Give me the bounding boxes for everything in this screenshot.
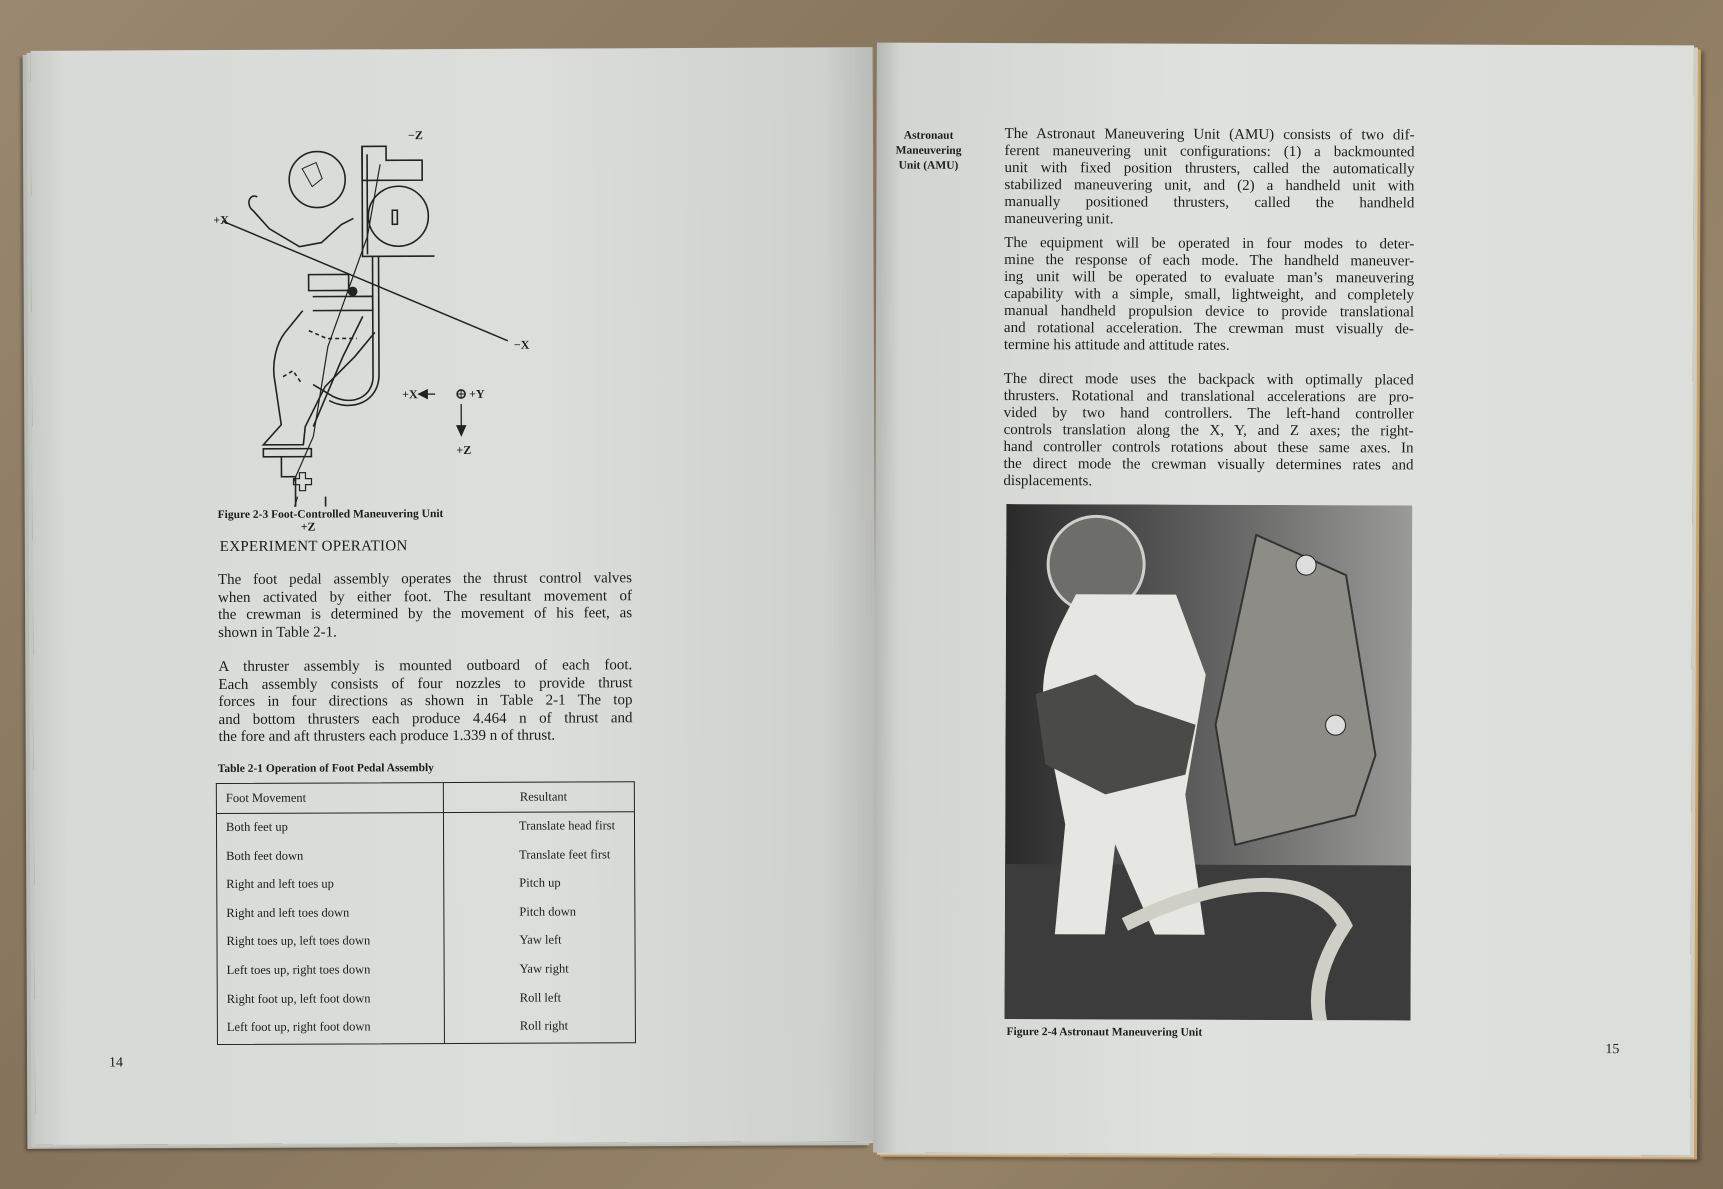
text-line: Each assembly consists of four nozzles to provide thrust	[218, 674, 633, 693]
text-line: forces in four directions as shown in Table 2-1 The top	[218, 692, 633, 711]
text-line: shown in Table 2-1.	[218, 624, 337, 641]
section-heading: EXPERIMENT OPERATION	[219, 538, 408, 556]
text-line: termine his attitude and attitude rates.	[1003, 337, 1230, 354]
resultant-cell: Yaw left	[519, 932, 562, 948]
resultant-cell: Pitch up	[519, 875, 561, 890]
table-caption: Table 2-1 Operation of Foot Pedal Assembly	[217, 762, 434, 776]
paragraph	[1004, 235, 1414, 355]
paragraph	[1004, 126, 1414, 229]
legend-label-plus-z: +Z	[456, 442, 472, 457]
text-line: when activated by either foot. The resultant movement of	[217, 587, 633, 606]
foot-movement-cell: Right foot up, left foot down	[226, 990, 371, 1006]
page-number: 14	[109, 1055, 124, 1071]
paragraph	[1003, 371, 1413, 491]
column-header: Foot Movement	[225, 790, 307, 805]
axis-label-plus-z: +Z	[300, 519, 316, 534]
resultant-cell: Roll left	[519, 990, 562, 1005]
text-line: A thruster assembly is mounted outboard of each foot.	[218, 657, 633, 676]
foot-movement-cell: Both feet up	[225, 819, 288, 834]
text-line: the crewman is determined by the movement of his feet, as	[218, 605, 633, 624]
margin-note	[888, 129, 968, 174]
legend-label-plus-x: +X	[402, 387, 418, 402]
right-page	[873, 43, 1694, 1156]
page-number: 15	[1605, 1042, 1620, 1058]
foot-movement-cell: Right toes up, left toes down	[226, 933, 371, 949]
foot-pedal-table	[216, 781, 636, 1045]
resultant-cell: Translate head first	[518, 818, 616, 833]
text-line: thrusters. Rotational and translational accelerations are pro-	[1003, 388, 1414, 406]
text-line: manually positioned thrusters, called the handheld	[1004, 194, 1415, 212]
axis-label-plus-x: +X	[213, 212, 229, 228]
text-line: hand controller controls rotations about these same axes. In	[1003, 439, 1414, 457]
text-line: The Astronaut Maneuvering Unit (AMU) consists of two dif-	[1004, 126, 1415, 144]
margin-note-line: Maneuvering	[895, 144, 962, 157]
figure-2-4-caption: Figure 2-4 Astronaut Maneuvering Unit	[1006, 1026, 1203, 1039]
column-header: Resultant	[519, 789, 568, 804]
left-page	[31, 47, 878, 1145]
margin-note-line: Unit (AMU)	[898, 159, 959, 172]
table-header-row	[217, 782, 634, 814]
text-line: displacements.	[1003, 473, 1093, 490]
resultant-cell: Yaw right	[519, 961, 569, 976]
text-line: stabilized maneuvering unit, and (2) a handheld unit with	[1004, 177, 1415, 195]
resultant-cell: Roll right	[519, 1018, 569, 1033]
figure-2-3-caption: Figure 2-3 Foot-Controlled Maneuvering Unit	[217, 508, 444, 522]
foot-movement-cell: Both feet down	[226, 848, 304, 863]
text-line: vided by two hand controllers. The left-hand controller	[1003, 405, 1414, 423]
text-line: manual handheld propulsion device to provide translational	[1003, 303, 1415, 321]
text-line: ferent maneuvering unit configurations: (1) a backmounted	[1004, 143, 1415, 161]
column-divider	[443, 783, 445, 1043]
axis-label-minus-z: −Z	[407, 128, 423, 143]
foot-movement-cell: Right and left toes up	[226, 876, 334, 892]
foot-movement-cell: Left toes up, right toes down	[226, 962, 371, 977]
margin-note-line: Astronaut	[903, 129, 954, 142]
text-line: The direct mode uses the backpack with optimally placed	[1003, 371, 1414, 389]
paragraph	[218, 657, 632, 746]
text-line: the direct mode the crewman visually determines rates and	[1003, 456, 1414, 474]
text-line: capability with a simple, small, lightweight, and completely	[1004, 286, 1415, 304]
astronaut-maneuvering-unit-photo	[1005, 504, 1413, 1020]
foot-movement-cell: Right and left toes down	[226, 905, 350, 920]
legend-label-plus-y: +Y	[469, 386, 485, 401]
text-line: unit with fixed position thrusters, called the automatically	[1004, 160, 1415, 178]
text-line: and bottom thrusters each produce 4.464 n of thrust and	[218, 709, 633, 728]
text-line: The equipment will be operated in four modes to deter-	[1004, 235, 1415, 253]
text-line: The foot pedal assembly operates the thrust control valves	[217, 570, 632, 589]
text-line: ing unit will be operated to evaluate man’s maneuvering	[1004, 269, 1415, 287]
text-line: the fore and aft thrusters each produce 1.339 n of thrust.	[218, 727, 556, 746]
paragraph	[218, 570, 632, 642]
text-line: and rotational acceleration. The crewman must visually de-	[1003, 320, 1414, 338]
text-line: controls translation along the X, Y, and Z axes; the right-	[1003, 422, 1414, 440]
foot-controlled-maneuvering-unit-diagram	[212, 126, 544, 507]
resultant-cell: Pitch down	[519, 904, 577, 919]
text-line: mine the response of each mode. The handheld maneuver-	[1004, 252, 1415, 270]
foot-movement-cell: Left foot up, right foot down	[226, 1019, 371, 1035]
text-line: maneuvering unit.	[1004, 211, 1114, 228]
axis-label-minus-x: −X	[513, 337, 530, 352]
resultant-cell: Translate feet first	[519, 846, 611, 862]
